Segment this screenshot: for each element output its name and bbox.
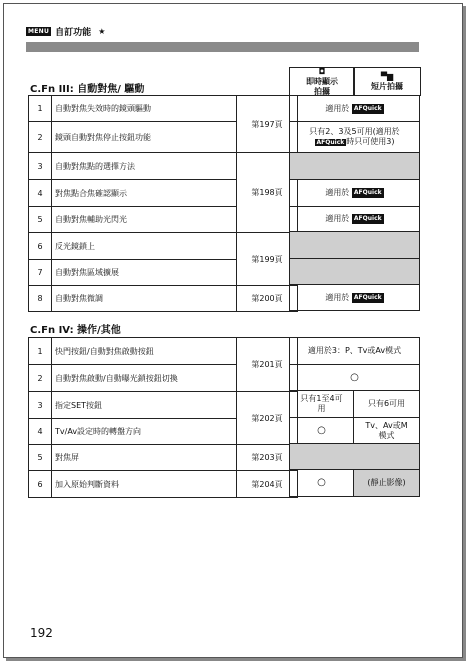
- table-row: [29, 445, 298, 471]
- page-ref: 第199頁: [237, 233, 298, 286]
- avail-cfn3-2: [289, 121, 420, 153]
- row-num: 3: [29, 392, 52, 419]
- page-ref: 第198頁: [237, 153, 298, 233]
- section-title-cfn3: C.Fn III: 自動對焦/ 驅動: [30, 84, 145, 95]
- avail-text: 適用於: [325, 103, 350, 113]
- avail-cfn4-4-movie: [353, 417, 420, 444]
- row-name: 鏡頭自動對焦停止按鈕功能: [52, 122, 237, 153]
- row-num: 1: [29, 338, 52, 365]
- table-row: [29, 392, 298, 419]
- row-name: 自動對焦點的選擇方法: [52, 153, 237, 180]
- row-name: 自動對焦區域擴展: [52, 260, 237, 286]
- header: [26, 25, 105, 38]
- avail-text: 只有6可用: [367, 399, 406, 408]
- colhead-movie: [353, 67, 421, 96]
- avail-cfn4-3-movie: [353, 390, 420, 418]
- page-ref: 第201頁: [237, 338, 298, 392]
- row-num: 2: [29, 365, 52, 392]
- row-name: 自動對焦輔助光閃光: [52, 207, 237, 233]
- row-num: 4: [29, 180, 52, 207]
- page-ref: 第202頁: [237, 392, 298, 445]
- row-name: 自動對焦失效時的鏡頭驅動: [52, 96, 237, 122]
- avail-cfn4-6-photo: [289, 469, 354, 497]
- avail-text: 適用於: [325, 188, 350, 197]
- table-row: [29, 153, 298, 180]
- avail-text: ○: [350, 371, 359, 383]
- avail-cfn3-3-na: [289, 152, 420, 180]
- row-num: 5: [29, 207, 52, 233]
- avail-cfn4-1: [289, 337, 420, 365]
- avail-cfn4-4-photo: [289, 417, 354, 444]
- avail-text: Tv、Av或M模式: [365, 420, 408, 440]
- page-ref: 第204頁: [237, 471, 298, 498]
- page-ref: 第200頁: [237, 286, 298, 312]
- row-num: 4: [29, 419, 52, 445]
- row-name: Tv/Av設定時的轉盤方向: [52, 419, 237, 445]
- row-num: 3: [29, 153, 52, 180]
- af-quick-badge: AFQuick: [316, 138, 345, 146]
- avail-text: ○: [317, 477, 326, 488]
- avail-text: 適用於: [325, 214, 350, 223]
- avail-cfn3-5: [289, 206, 420, 232]
- row-name: 對焦屏: [52, 445, 237, 471]
- avail-text: 時只可使用3): [346, 136, 395, 146]
- avail-cfn3-4: [289, 179, 420, 207]
- colhead-live-view-label: 即時顯示 拍攝: [306, 76, 338, 96]
- row-name: 自動對焦啟動/自動曝光鎖按鈕切換: [52, 365, 237, 392]
- header-bar: [26, 42, 419, 52]
- colhead-movie-label: 短片拍攝: [371, 81, 403, 91]
- row-name: 快門按鈕/自動對焦啟動按鈕: [52, 338, 237, 365]
- camera-icon: ◘: [318, 66, 326, 76]
- avail-text: 適用於3：P、Tv或Av模式: [307, 346, 402, 355]
- menu-badge: MENU: [28, 28, 50, 35]
- row-num: 7: [29, 260, 52, 286]
- avail-text: ○: [317, 424, 326, 436]
- table-row: [29, 286, 298, 312]
- page-ref: 第203頁: [237, 445, 298, 471]
- avail-cfn3-6-na: [289, 231, 420, 259]
- row-name: 反光鏡鎖上: [52, 233, 237, 260]
- avail-cfn3-1: [289, 95, 420, 122]
- colhead-live-view: [289, 67, 355, 96]
- row-name: 指定SET按鈕: [52, 392, 237, 419]
- table-row: [29, 233, 298, 260]
- table-row: [29, 96, 298, 122]
- star-icon: ★: [98, 27, 106, 36]
- avail-text: (靜止影像): [367, 478, 406, 487]
- row-num: 6: [29, 233, 52, 260]
- row-name: 加入原始判斷資料: [52, 471, 237, 498]
- avail-cfn3-7-na: [289, 258, 420, 285]
- page-number: 192: [30, 626, 53, 640]
- avail-text: 適用於: [325, 292, 350, 302]
- row-num: 8: [29, 286, 52, 312]
- af-quick-badge: AFQuick: [353, 189, 382, 196]
- avail-cfn3-8: [289, 284, 420, 311]
- avail-cfn4-6-movie: [353, 469, 420, 497]
- table-row: [29, 338, 298, 365]
- movie-camera-icon: ▀▆: [380, 71, 394, 81]
- row-name: 自動對焦微調: [52, 286, 237, 312]
- row-num: 6: [29, 471, 52, 498]
- row-num: 1: [29, 96, 52, 122]
- row-num: 5: [29, 445, 52, 471]
- af-quick-badge: AFQuick: [353, 215, 382, 222]
- row-num: 2: [29, 122, 52, 153]
- avail-cfn4-5-na: [289, 443, 420, 470]
- header-title: 自訂功能: [55, 28, 92, 38]
- avail-cfn4-3-photo: [289, 390, 354, 418]
- row-name: 對焦點合焦確認顯示: [52, 180, 237, 207]
- table-cfn4: [28, 337, 298, 498]
- page-ref: 第197頁: [237, 96, 298, 153]
- avail-cfn4-2: [289, 364, 420, 391]
- af-quick-badge: AFQuick: [353, 293, 382, 301]
- table-cfn3: [28, 95, 298, 312]
- section-title-cfn4: C.Fn IV: 操作/其他: [30, 325, 121, 336]
- af-quick-badge: AFQuick: [353, 104, 382, 112]
- avail-text: 只有1至4可用: [300, 394, 343, 413]
- avail-text: 只有2、3及5可用(適用於: [309, 126, 400, 136]
- table-row: [29, 471, 298, 498]
